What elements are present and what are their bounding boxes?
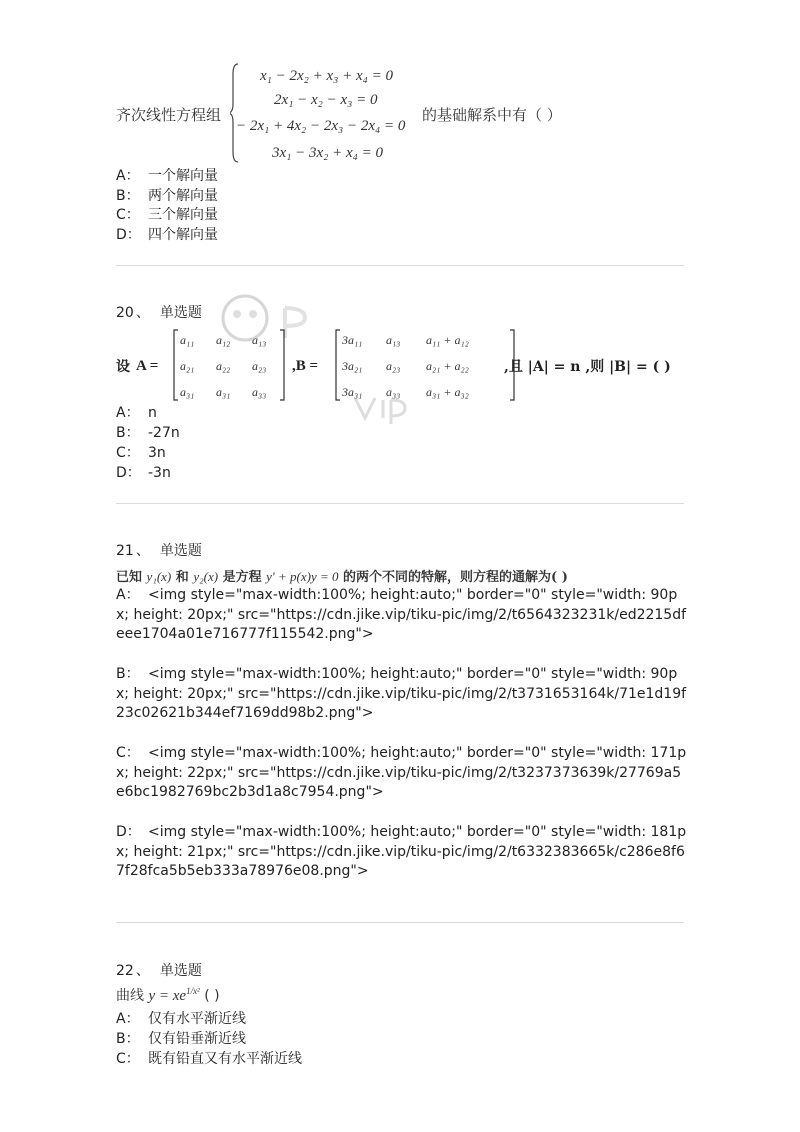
question-number: 20 <box>116 305 134 321</box>
question-separator: 、 <box>135 963 150 979</box>
q19-stem-prefix: 齐次线性方程组 <box>116 106 222 124</box>
q19-option-d[interactable] <box>116 225 218 245</box>
option-key: B： <box>116 666 140 682</box>
option-text: 既有铅直又有水平渐近线 <box>148 1051 302 1067</box>
option-text: <img style="max-width:100%; height:auto;" border="0" style="width: 90px; height: 20px;" src="https://cdn.jike.vip/tiku-pic/img/2/t6564323231k/ed2215dfeee1704a01e716777f115542.png"> <box>116 587 687 643</box>
q21-option-b[interactable] <box>116 665 688 724</box>
option-text: 3n <box>148 445 166 461</box>
svg-text:3a₁₁: 3a₁₁ <box>342 333 363 347</box>
q22-stem-tail: ( ) <box>204 988 220 1004</box>
option-text: -27n <box>148 425 180 441</box>
option-key: A： <box>116 168 140 184</box>
option-text: n <box>148 405 157 421</box>
q21-stem-part: 已知 <box>116 570 143 585</box>
option-key: A： <box>116 405 140 421</box>
question-type: 单选题 <box>159 963 202 979</box>
divider <box>116 265 684 266</box>
svg-text:a₃₁: a₃₁ <box>180 385 195 399</box>
q21-header <box>116 540 202 560</box>
q21-stem-part: 是方程 <box>222 570 262 585</box>
svg-text:a₃₁ + a₃₂: a₃₁ + a₃₂ <box>426 385 469 399</box>
q21-stem-part: 和 <box>175 570 189 585</box>
option-text: 四个解向量 <box>148 227 218 243</box>
svg-text:x₁ − 2x₂ + x₃ + x₄ = 0: x₁ − 2x₂ + x₃ + x₄ = 0 <box>260 68 393 84</box>
divider <box>116 503 684 504</box>
svg-text:3a₂₁: 3a₂₁ <box>342 359 363 373</box>
option-text: 仅有铅垂渐近线 <box>148 1031 246 1047</box>
svg-text:a₁₂: a₁₂ <box>216 333 231 347</box>
q22-stem <box>116 985 220 1005</box>
svg-text:a₂₂: a₂₂ <box>216 359 231 373</box>
option-key: C： <box>116 445 140 461</box>
q21-stem <box>116 566 568 585</box>
q21-math-equation: y′ + p(x)y = 0 <box>266 569 339 584</box>
option-text: 两个解向量 <box>148 188 218 204</box>
option-text: <img style="max-width:100%; height:auto;" border="0" style="width: 90px; height: 20px;" src="https://cdn.jike.vip/tiku-pic/img/2/t3731653164k/71e1d19f23c02621b344ef7169dd98b2.png"> <box>116 666 687 722</box>
svg-text:3x₁ − 3x₂ + x₄ = 0: 3x₁ − 3x₂ + x₄ = 0 <box>272 145 383 161</box>
q20-header <box>116 302 202 322</box>
svg-text:a₁₁: a₁₁ <box>180 333 195 347</box>
option-key: A： <box>116 1011 140 1027</box>
option-key: C： <box>116 207 140 223</box>
q19-stem-suffix: 的基础解系中有（ ） <box>422 106 562 124</box>
option-text: 仅有水平渐近线 <box>148 1011 246 1027</box>
option-text: 三个解向量 <box>148 207 218 223</box>
q21-stem-part: 的两个不同的特解，则方程的通解为( ) <box>343 570 568 585</box>
svg-text:a₂₁: a₂₁ <box>180 359 195 373</box>
option-key: A： <box>116 587 140 603</box>
question-number: 22 <box>116 963 134 979</box>
svg-text:,B =: ,B = <box>292 358 319 374</box>
q21-option-c[interactable] <box>116 744 688 803</box>
question-separator: 、 <box>135 305 150 321</box>
q20-option-d[interactable] <box>116 463 171 483</box>
q21-option-a[interactable] <box>116 586 688 645</box>
option-key: D： <box>116 824 141 840</box>
q22-stem-lead: 曲线 <box>116 988 144 1004</box>
svg-text:A =: A = <box>136 358 159 374</box>
q21-math-y2: y₂(x) <box>193 569 219 584</box>
q20-stem-lead-text: 设 <box>116 359 130 375</box>
svg-text:a₃₁: a₃₁ <box>216 385 231 399</box>
question-separator: 、 <box>135 543 150 559</box>
svg-text:a₂₁ + a₂₂: a₂₁ + a₂₂ <box>426 359 469 373</box>
q19-option-b[interactable] <box>116 186 218 206</box>
q20-matrix-image <box>136 326 516 404</box>
option-key: D： <box>116 465 141 481</box>
q20-stem-tail: ,且 |A| = n ,则 |B| = ( ) <box>504 359 671 375</box>
q22-option-b[interactable] <box>116 1029 246 1049</box>
q20-option-c[interactable] <box>116 443 166 463</box>
q22-math-curve: $y = xe^{1/x^2}$ <box>148 986 200 1004</box>
divider <box>116 922 684 923</box>
option-text: -3n <box>148 465 171 481</box>
q22-option-a[interactable] <box>116 1009 246 1029</box>
option-key: B： <box>116 1031 140 1047</box>
q19-option-a[interactable] <box>116 166 218 186</box>
q21-math-y1: y₁(x) <box>146 569 172 584</box>
svg-text:a₁₃: a₁₃ <box>252 333 267 347</box>
svg-text:3a₃₁: 3a₃₁ <box>342 385 363 399</box>
q21-option-d[interactable] <box>116 823 688 882</box>
option-key: C： <box>116 745 140 761</box>
option-key: D： <box>116 227 141 243</box>
svg-text:a₁₁ + a₁₂: a₁₁ + a₁₂ <box>426 333 469 347</box>
svg-text:a₁₃: a₁₃ <box>386 333 401 347</box>
q20-option-a[interactable] <box>116 403 157 423</box>
option-key: B： <box>116 188 140 204</box>
q20-stem <box>116 326 688 404</box>
svg-text:a₂₃: a₂₃ <box>252 359 267 373</box>
svg-text:a₃₃: a₃₃ <box>386 385 401 399</box>
option-key: C： <box>116 1051 140 1067</box>
question-type: 单选题 <box>159 305 202 321</box>
q20-stem-lead <box>116 356 130 376</box>
option-text: <img style="max-width:100%; height:auto;" border="0" style="width: 171px; height: 22px;" src="https://cdn.jike.vip/tiku-pic/img/2/t3237373639k/27769a5e6bc1982769bc2b3d1a8c7954.png"> <box>116 745 687 801</box>
question-number: 21 <box>116 543 134 559</box>
q19-equation-system-image <box>230 60 422 166</box>
svg-text:− 2x₁ + 4x₂ − 2x₃ − 2x₄ = 0: − 2x₁ + 4x₂ − 2x₃ − 2x₄ = 0 <box>236 118 406 134</box>
svg-text:2x₁ − x₂ − x₃ = 0: 2x₁ − x₂ − x₃ = 0 <box>274 92 378 108</box>
svg-text:a₃₃: a₃₃ <box>252 385 267 399</box>
q22-header <box>116 960 202 980</box>
q19-option-c[interactable] <box>116 205 218 225</box>
option-text: 一个解向量 <box>148 168 218 184</box>
question-type: 单选题 <box>159 543 202 559</box>
option-text: <img style="max-width:100%; height:auto;" border="0" style="width: 181px; height: 21px;" src="https://cdn.jike.vip/tiku-pic/img/2/t6332383665k/c286e8f67f28fca5b5eb333a78976e08.png"> <box>116 824 687 880</box>
q19-stem <box>116 60 576 166</box>
svg-text:a₂₃: a₂₃ <box>386 359 401 373</box>
option-key: B： <box>116 425 140 441</box>
q22-option-c[interactable] <box>116 1049 302 1069</box>
q20-option-b[interactable] <box>116 423 180 443</box>
